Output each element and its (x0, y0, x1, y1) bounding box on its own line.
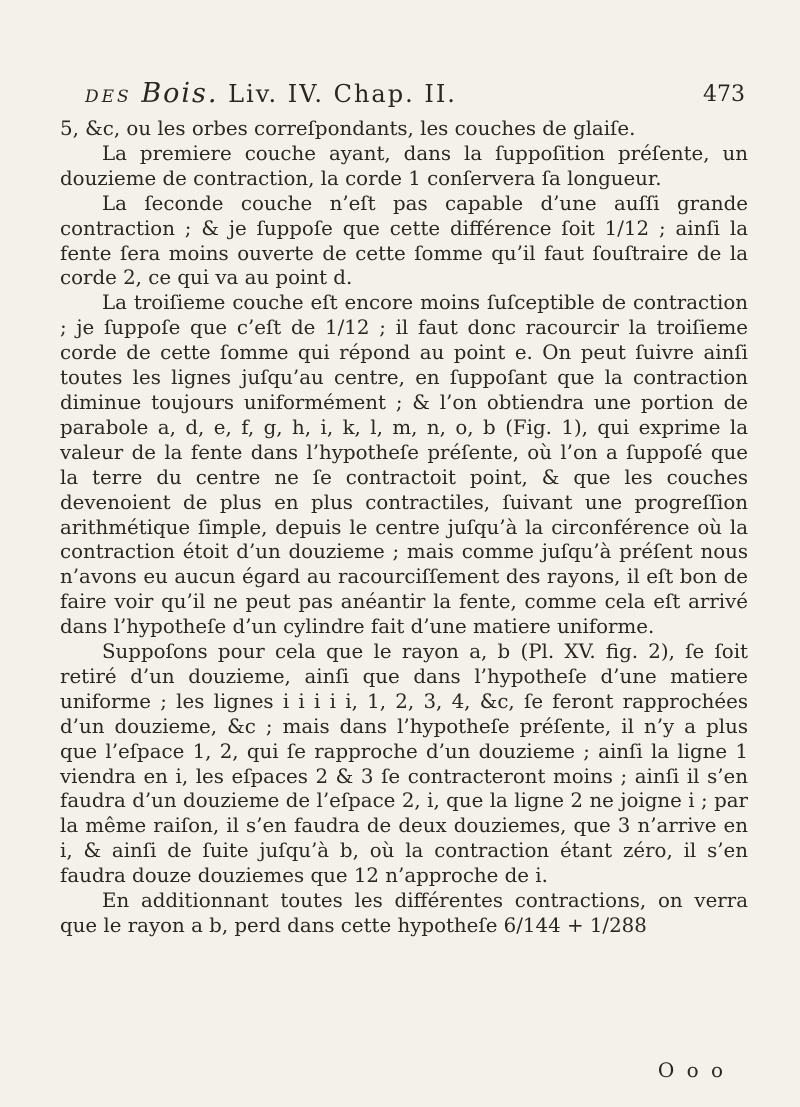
paragraph-second-layer: La ſeconde couche n’eſt pas capable d’une auſſi grande contraction ; & je ſuppoſe que cette différence ſoit 1/12 ; ainſi la fente ſera moins ouverte de cette ſomme qu’il faut ſouſtraire de la corde 2, ce qui va au point d. (60, 191, 748, 290)
paragraph-continuation: 5, &c, ou les orbes correſpondants, les couches de glaiſe. (60, 117, 636, 140)
running-title-prefix: DES (85, 87, 132, 107)
paragraph-first-layer: La premiere couche ayant, dans la ſuppoſition préſente, un douzieme de contraction, la corde 1 conſervera ſa longueur. (60, 141, 748, 190)
paragraph-third-layer: La troiſieme couche eſt encore moins ſuſceptible de contraction ; je ſuppoſe que c’eſt de 1/12 ; il faut donc racourcir la troiſieme corde de cette ſomme qui répond au point e. On peut ſuivre ainſi toutes les lignes juſqu’au centre, en ſuppoſant que la contraction diminue toujours uniformément ; & l’on obtiendra une portion de parabole a, d, e, f, g, h, i, k, l, m, n, o, b (Fig. 1), qui exprime la valeur de la fente dans l’hypotheſe préſente, où l’on a ſuppoſé que la terre du centre ne ſe contractoit point, & que les couches devenoient de plus en plus contractiles, ſuivant une progreſſion arithmétique ſimple, depuis le centre juſqu’à la circonférence où la contraction étoit d’un douzieme ; mais comme juſqu’à préſent nous n’avons eu aucun égard au racourciſſement des rayons, il eſt bon de faire voir qu’il ne peut pas anéantir la fente, comme cela eſt arrivé dans l’hypotheſe d’un cylindre fait d’une matiere uniforme. (60, 291, 748, 639)
signature-mark: O o o (657, 1058, 727, 1082)
running-header (85, 70, 745, 112)
page-number: 473 (703, 82, 745, 107)
body-text (60, 117, 748, 939)
paragraph-suppose-radius: Suppoſons pour cela que le rayon a, b (Pl. XV. fig. 2), ſe ſoit retiré d’un douzieme, ainſi que dans l’hypotheſe d’une matiere uniforme ; les lignes i i i i i, 1, 2, 3, 4, &c, ſe feront rapprochées d’un douzieme, &c ; mais dans l’hypotheſe préſente, il n’y a plus que l’eſpace 1, 2, qui ſe rapproche d’un douzieme ; ainſi la ligne 1 viendra en i, les eſpaces 2 & 3 ſe contracteront moins ; ainſi il s’en faudra d’un douzieme de l’eſpace 2, i, que la ligne 2 ne joigne i ; par la même raiſon, il s’en faudra de deux douziemes, que 3 n’arrive en i, & ainſi de ſuite juſqu’à b, où la contraction étant zéro, il s’en faudra douze douziemes que 12 n’approche de i. (60, 640, 748, 888)
chapter-label: Liv. IV. Chap. II. (228, 80, 457, 108)
running-title (85, 78, 457, 109)
paragraph-adding-contractions: En additionnant toutes les différentes contractions, on verra que le rayon a b, perd dans cette hypotheſe 6/144 + 1/288 (60, 889, 748, 937)
running-title-main: Bois. (141, 78, 219, 109)
